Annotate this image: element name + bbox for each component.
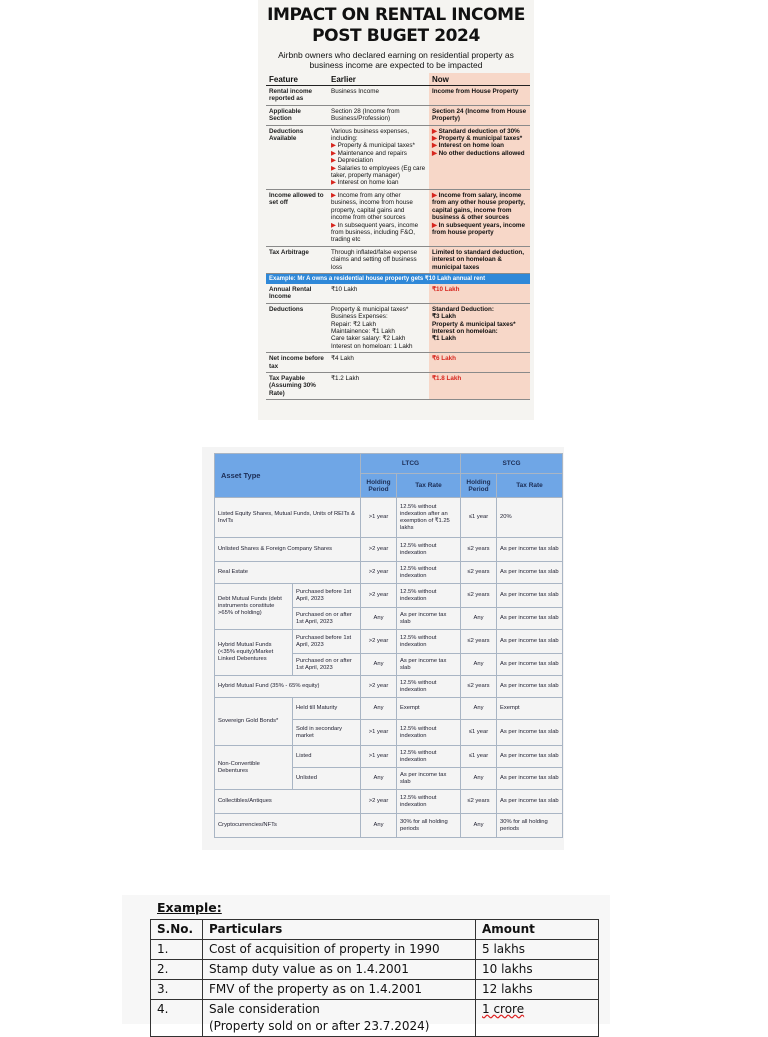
amount-text: 5 lakhs [482,942,525,956]
comparison-row [266,125,530,189]
asset-type-cell: Debt Mutual Funds (debt instruments constitute >65% of holding) [215,584,293,630]
header-stcg-holding: Holding Period [461,474,497,498]
earlier-line: Various business expenses, including: [331,127,409,143]
earlier-line: ▶ Interest on home loan [331,179,399,187]
asset-type-cell: Listed Equity Shares, Mutual Funds, Units of REITs & InvITs [215,498,361,538]
earlier-cell [328,284,429,303]
ltcg-holding-cell: >1 year [361,746,397,768]
comparison-table [266,73,530,400]
comparison-row [266,189,530,246]
particular-cell [203,940,476,960]
stcg-rate-cell: As per income tax slab [497,538,563,562]
ltcg-rate-cell: As per income tax slab [397,768,461,790]
earlier-line: ₹4 Lakh [331,355,354,363]
bullet-arrow-icon: ▶ [432,221,439,229]
now-cell [429,284,530,303]
header-earlier: Earlier [328,73,429,86]
feature-cell: Annual Rental Income [266,284,328,303]
capital-gains-table-panel [202,447,564,850]
earlier-line: ▶ Property & municipal taxes* [331,142,415,150]
earlier-line: ▶ Income from any other business, income from house property, capital gains and income from other sources [331,191,413,222]
earlier-line: Property & municipal taxes* [331,305,409,313]
comparison-row [266,373,530,400]
sno-cell: 4. [151,1000,203,1037]
stcg-holding-cell: ≤2 years [461,790,497,814]
asset-subtype-cell: Held till Maturity [293,698,361,720]
earlier-cell [328,353,429,373]
now-line: Standard Deduction: [432,305,494,313]
earlier-line: Maintainence: ₹1 Lakh [331,327,395,335]
amount-text: 1 crore [482,1002,525,1016]
header-ltcg: LTCG [361,454,461,474]
amount-cell [476,980,599,1000]
now-line: ₹6 Lakh [432,355,456,363]
asset-subtype-cell: Purchased on or after 1st April, 2023 [293,654,361,676]
particular-text: Cost of acquisition of property in 1990 [209,942,440,956]
ltcg-rate-cell: As per income tax slab [397,608,461,630]
ltcg-rate-cell: 12.5% without indexation [397,538,461,562]
stcg-rate-cell: As per income tax slab [497,584,563,608]
now-line: ▶ No other deductions allowed [432,149,525,157]
asset-row [215,562,563,584]
stcg-holding-cell: ≤2 years [461,562,497,584]
example-header-row [151,920,599,940]
sno-cell: 1. [151,940,203,960]
ltcg-holding-cell: Any [361,654,397,676]
ltcg-rate-cell: 12.5% without indexation [397,720,461,746]
asset-subtype-cell: Unlisted [293,768,361,790]
stcg-rate-cell: As per income tax slab [497,676,563,698]
sno-cell: 2. [151,960,203,980]
earlier-line: ▶ Salaries to employees (Eg care taker, property manager) [331,164,426,180]
header-ltcg-holding: Holding Period [361,474,397,498]
example-panel [122,895,610,1033]
example-row [151,980,599,1000]
ltcg-holding-cell: >2 year [361,538,397,562]
now-cell [429,189,530,246]
ltcg-holding-cell: >2 year [361,562,397,584]
amount-text: 12 lakhs [482,982,533,996]
bullet-arrow-icon: ▶ [331,142,338,150]
stcg-holding-cell: ≤2 years [461,538,497,562]
stcg-holding-cell: Any [461,814,497,838]
amount-text: 10 lakhs [482,962,533,976]
title-line-1: IMPACT ON RENTAL INCOME [267,5,525,25]
example-row [151,960,599,980]
asset-type-cell: Collectibles/Antiques [215,790,361,814]
earlier-line: ₹10 Lakh [331,285,358,293]
feature-cell: Tax Payable (Assuming 30% Rate) [266,373,328,400]
stcg-rate-cell: As per income tax slab [497,630,563,654]
feature-cell: Income allowed to set off [266,189,328,246]
now-cell [429,246,530,273]
stcg-rate-cell: As per income tax slab [497,790,563,814]
asset-subtype-cell: Listed [293,746,361,768]
ltcg-rate-cell: 12.5% without indexation [397,630,461,654]
asset-type-cell: Cryptocurrencies/NFTs [215,814,361,838]
stcg-holding-cell: Any [461,608,497,630]
title-line-2: POST BUGET 2024 [312,26,480,46]
now-cell [429,373,530,400]
feature-cell: Deductions Available [266,125,328,189]
now-cell [429,303,530,352]
ltcg-rate-cell: As per income tax slab [397,654,461,676]
now-line: ▶ In subsequent years, income from house property [432,221,526,236]
asset-type-cell: Non-Convertible Debentures [215,746,293,790]
bullet-arrow-icon: ▶ [432,191,439,199]
ltcg-holding-cell: >2 year [361,676,397,698]
asset-type-cell: Hybrid Mutual Funds (<35% equity)/Market Linked Debentures [215,630,293,676]
asset-type-cell: Unlisted Shares & Foreign Company Shares [215,538,361,562]
stcg-holding-cell: Any [461,768,497,790]
ltcg-rate-cell: 12.5% without indexation [397,790,461,814]
sno-cell: 3. [151,980,203,1000]
rental-income-infographic [258,0,534,420]
example-heading: Example: [157,900,222,915]
ltcg-holding-cell: >1 year [361,720,397,746]
earlier-cell [328,373,429,400]
asset-subtype-cell: Purchased on or after 1st April, 2023 [293,608,361,630]
bullet-arrow-icon: ▶ [432,142,439,150]
asset-type-cell: Sovereign Gold Bonds* [215,698,293,746]
bullet-arrow-icon: ▶ [331,149,338,157]
infographic-title [258,5,534,47]
now-line: ₹10 Lakh [432,285,460,293]
comparison-row [266,284,530,303]
earlier-line: Care taker salary: ₹2 Lakh [331,335,406,343]
particular-cell [203,960,476,980]
asset-row [215,746,563,768]
stcg-rate-cell: Exempt [497,698,563,720]
earlier-cell [328,303,429,352]
ltcg-holding-cell: >2 year [361,584,397,608]
example-band-row [266,273,530,284]
now-line: ₹1.8 Lakh [432,375,462,382]
example-row [151,1000,599,1037]
header-asset-type: Asset Type [215,454,361,498]
stcg-holding-cell: ≤2 years [461,676,497,698]
stcg-rate-cell: As per income tax slab [497,720,563,746]
bullet-arrow-icon: ▶ [432,135,439,143]
now-line: Property & municipal taxes* [432,320,516,328]
amount-cell [476,940,599,960]
earlier-line: Business Expenses: [331,313,388,321]
bullet-arrow-icon: ▶ [331,191,338,199]
comparison-row [266,353,530,373]
bullet-arrow-icon: ▶ [432,127,439,135]
asset-type-cell: Hybrid Mutual Fund (35% - 65% equity) [215,676,361,698]
stcg-rate-cell: 20% [497,498,563,538]
feature-cell: Rental income reported as [266,86,328,106]
earlier-line: ₹1.2 Lakh [331,375,360,382]
earlier-line: Interest on homeloan: 1 Lakh [331,342,413,350]
stcg-holding-cell: ≤2 years [461,630,497,654]
particular-text: Stamp duty value as on 1.4.2001 [209,962,409,976]
particular-text: Sale consideration [209,1002,320,1016]
now-cell [429,86,530,106]
header-ltcg-rate: Tax Rate [397,474,461,498]
ltcg-rate-cell: 12.5% without indexation [397,584,461,608]
now-cell [429,353,530,373]
example-row [151,940,599,960]
earlier-cell [328,105,429,125]
earlier-cell [328,246,429,273]
asset-subtype-cell: Sold in secondary market [293,720,361,746]
now-line: Section 24 (Income from House Property) [432,107,527,123]
earlier-cell [328,86,429,106]
asset-row [215,698,563,720]
comparison-row [266,105,530,125]
bullet-arrow-icon: ▶ [331,157,338,165]
header-stcg: STCG [461,454,563,474]
particular-text: FMV of the property as on 1.4.2001 [209,982,422,996]
ltcg-holding-cell: Any [361,768,397,790]
now-line: ▶ Interest on home loan [432,142,505,150]
stcg-holding-cell: Any [461,698,497,720]
now-line: Limited to standard deduction, interest on homeloan & municipal taxes [432,248,525,271]
ltcg-holding-cell: Any [361,698,397,720]
amount-cell [476,960,599,980]
asset-row [215,790,563,814]
header-feature: Feature [266,73,328,86]
earlier-cell [328,189,429,246]
stcg-rate-cell: As per income tax slab [497,562,563,584]
earlier-line: ▶ In subsequent years, income from business, including F&O, trading etc [331,221,419,244]
capital-gains-table [214,453,563,838]
now-line: ₹3 Lakh [432,313,456,321]
stcg-holding-cell: ≤1 year [461,498,497,538]
feature-cell: Deductions [266,303,328,352]
now-cell [429,105,530,125]
now-line: ▶ Property & municipal taxes* [432,135,523,143]
asset-row [215,584,563,608]
example-table [150,919,599,1037]
now-line: ₹1 Lakh [432,335,456,343]
earlier-line: Through inflated/false expense claims and setting off business loss [331,248,418,271]
asset-subtype-cell: Purchased before 1st April, 2023 [293,630,361,654]
ltcg-rate-cell: 30% for all holding periods [397,814,461,838]
stcg-rate-cell: As per income tax slab [497,608,563,630]
asset-row [215,630,563,654]
ltcg-holding-cell: Any [361,814,397,838]
now-cell [429,125,530,189]
particular-cell [203,980,476,1000]
ltcg-rate-cell: Exempt [397,698,461,720]
bullet-arrow-icon: ▶ [331,221,338,229]
asset-row [215,538,563,562]
stcg-rate-cell: As per income tax slab [497,768,563,790]
earlier-line: Repair: ₹2 Lakh [331,320,376,328]
ltcg-holding-cell: >2 year [361,630,397,654]
earlier-cell [328,125,429,189]
ltcg-holding-cell: >2 year [361,790,397,814]
feature-cell: Applicable Section [266,105,328,125]
amount-cell [476,1000,599,1037]
comparison-row [266,246,530,273]
asset-type-cell: Real Estate [215,562,361,584]
ltcg-holding-cell: Any [361,608,397,630]
infographic-subtitle: Airbnb owners who declared earning on residential property as business income are expected to be impacted [278,50,514,70]
stcg-rate-cell: As per income tax slab [497,746,563,768]
stcg-rate-cell: As per income tax slab [497,654,563,676]
ltcg-rate-cell: 12.5% without indexation after an exemption of ₹1.25 lakhs [397,498,461,538]
ltcg-rate-cell: 12.5% without indexation [397,562,461,584]
feature-cell: Net income before tax [266,353,328,373]
header-now: Now [429,73,530,86]
particular-note: (Property sold on or after 23.7.2024) [209,1019,430,1033]
ltcg-rate-cell: 12.5% without indexation [397,676,461,698]
stcg-holding-cell: ≤2 years [461,584,497,608]
now-line: ▶ Standard deduction of 30% [432,127,520,135]
now-line: ▶ Income from salary, income from any other house property, capital gains, income from business & other sources [432,191,525,222]
header-particulars: Particulars [203,920,476,940]
stcg-holding-cell: ≤1 year [461,720,497,746]
stcg-holding-cell: ≤1 year [461,746,497,768]
asset-row [215,814,563,838]
asset-subtype-cell: Purchased before 1st April, 2023 [293,584,361,608]
stcg-holding-cell: Any [461,654,497,676]
now-line: Interest on homeloan: [432,327,498,335]
asset-row [215,498,563,538]
header-stcg-rate: Tax Rate [497,474,563,498]
now-line: Income from House Property [432,88,519,95]
ltcg-holding-cell: >1 year [361,498,397,538]
asset-row [215,676,563,698]
header-sno: S.No. [151,920,203,940]
earlier-line: Business Income [331,88,379,95]
comparison-row [266,303,530,352]
stcg-rate-cell: 30% for all holding periods [497,814,563,838]
earlier-line: ▶ Maintenance and repairs [331,149,407,157]
feature-cell: Tax Arbitrage [266,246,328,273]
earlier-line: ▶ Depreciation [331,157,373,165]
header-amount: Amount [476,920,599,940]
bullet-arrow-icon: ▶ [331,164,338,172]
ltcg-rate-cell: 12.5% without indexation [397,746,461,768]
bullet-arrow-icon: ▶ [331,179,338,187]
earlier-line: Section 28 (Income from Business/Profession) [331,107,400,123]
comparison-row [266,86,530,106]
particular-cell [203,1000,476,1037]
bullet-arrow-icon: ▶ [432,149,439,157]
example-band: Example: Mr A owns a residential house property gets ₹10 Lakh annual rent [266,273,530,284]
